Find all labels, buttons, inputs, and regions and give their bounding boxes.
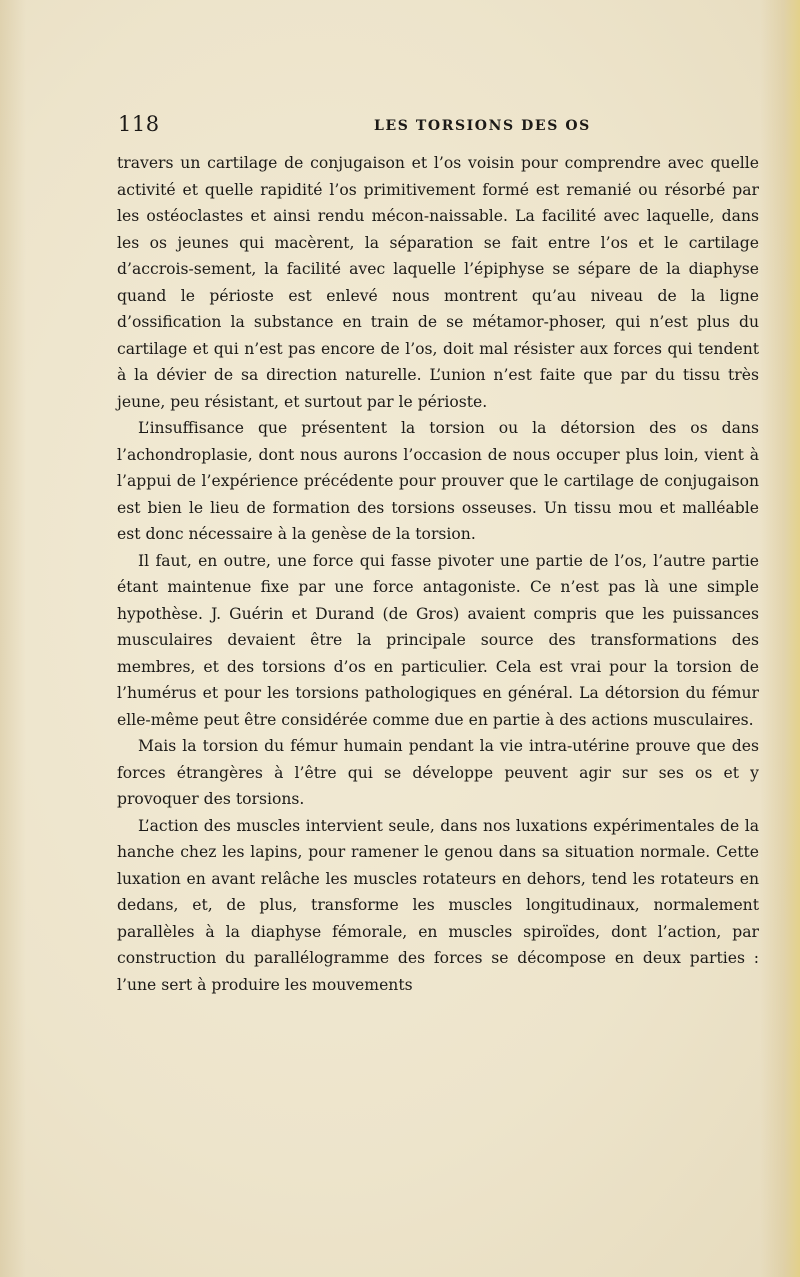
paragraph: L’action des muscles intervient seule, dans nos luxations expérimentales de la hanche chez les lapins, pour ramener le genou dans sa situation normale. Cette luxation en avant relâche les muscles rotateurs en dehors, tend les rotateurs en dedans, et, de plus, transforme les muscles longitudinaux, normalement parallèles à la diaphyse fémorale, en muscles spiroïdes, dont l’action, par construction du parallélogramme des forces se décompose en deux parties : l’une sert à produire les mouvements (117, 816, 759, 994)
paragraph: L’insuffisance que présentent la torsion ou la détorsion des os dans l’achondroplasie, dont nous aurons l’occasion de nous occuper plus loin, vient à l’appui de l’expérience précédente pour prouver que le cartilage de conjugaison est bien le lieu de formation des torsions osseuses. Un tissu mou et malléable est donc nécessaire à la genèse de la torsion. (117, 419, 759, 543)
page-edge-shadow-right (760, 0, 800, 1277)
paragraph-continued: travers un cartilage de conjugaison et l’os voisin pour comprendre avec quelle activité et quelle rapidité l’os primitivement formé est remanié ou résorbé par les ostéoclastes et ainsi rendu mécon-naissable. La facilité avec laquelle, dans les os jeunes qui macèrent, la séparation se fait entre l’os et le cartilage d’accrois-sement, la facilité avec laquelle l’épiphyse se sépare de la diaphyse quand le périoste est enlevé nous montrent qu’au niveau de la ligne d’ossification la substance en train de se métamor-phoser, qui n’est plus du cartilage et qui n’est pas encore de l’os, doit mal résister aux forces qui tendent à la dévier de sa direction naturelle. L’union n’est faite que par du tissu très jeune, peu résistant, et surtout par le périoste. (117, 154, 759, 411)
paragraph: Mais la torsion du fémur humain pendant la vie intra-utérine prouve que des forces étrangères à l’être qui se développe peuvent agir sur ses os et y provoquer des torsions. (117, 737, 759, 808)
running-header (118, 112, 758, 142)
page-number: 118 (118, 112, 160, 136)
running-title: LES TORSIONS DES OS (374, 118, 591, 134)
paragraph: Il faut, en outre, une force qui fasse pivoter une partie de l’os, l’autre partie étant maintenue fixe par une force antagoniste. Ce n’est pas là une simple hypothèse. J. Guérin et Durand (de Gros) avaient compris que les puissances musculaires devaient être la principale source des transformations des membres, et des torsions d’os en particulier. Cela est vrai pour la torsion de l’humérus et pour les torsions pathologiques en général. La détorsion du fémur elle-même peut être considérée comme due en partie à des actions musculaires. (117, 551, 759, 729)
page-edge-shadow-left (0, 0, 26, 1277)
body-text (117, 150, 759, 998)
